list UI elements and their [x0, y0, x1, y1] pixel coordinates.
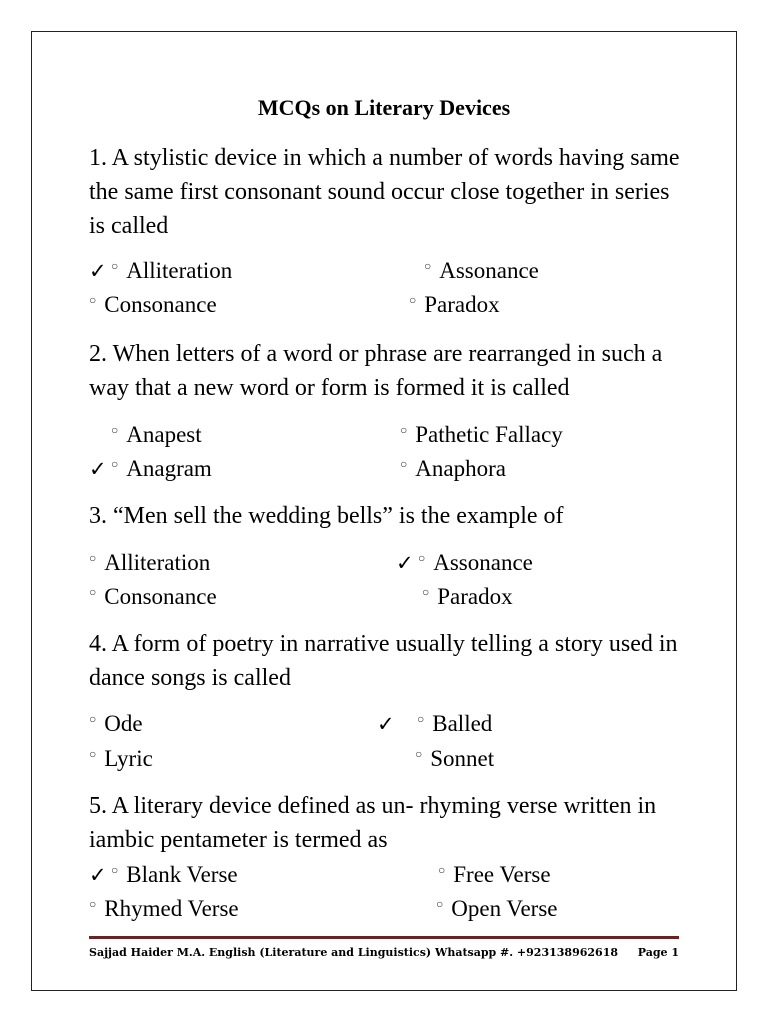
radio-icon[interactable]: ○	[409, 293, 417, 307]
question-1: 1. A stylistic device in which a number of words having same the same first consonant sound occur close together in series is called	[89, 145, 680, 239]
option-label: Paradox	[437, 584, 513, 609]
radio-icon[interactable]: ○	[111, 259, 119, 273]
radio-icon[interactable]: ○	[417, 712, 425, 726]
option-q4-c[interactable]	[89, 744, 153, 774]
radio-icon[interactable]: ○	[400, 423, 408, 437]
question-5: 5. A literary device defined as un- rhyming verse written in iambic pentameter is termed as	[89, 793, 657, 853]
check-mark-icon: ✓	[89, 457, 107, 481]
option-q5-c[interactable]	[89, 894, 239, 924]
option-q1-a[interactable]	[89, 256, 232, 286]
radio-icon[interactable]: ○	[89, 897, 97, 911]
option-label: Balled	[432, 711, 493, 736]
option-q4-b[interactable]	[377, 709, 492, 739]
footer-author-text: Sajjad Haider M.A. English (Literature and Linguistics) Whatsapp #. +923138962618	[89, 946, 618, 959]
option-q4-d[interactable]	[415, 744, 494, 774]
page-footer	[89, 944, 679, 962]
option-q2-a[interactable]	[111, 420, 202, 450]
radio-icon[interactable]: ○	[89, 551, 97, 565]
option-label: Sonnet	[430, 746, 495, 771]
option-label: Alliteration	[126, 258, 233, 283]
option-q3-c[interactable]	[89, 582, 217, 612]
option-label: Consonance	[104, 584, 217, 609]
check-mark-icon: ✓	[396, 551, 414, 575]
option-label: Open Verse	[451, 896, 558, 921]
option-label: Pathetic Fallacy	[415, 422, 563, 447]
radio-icon[interactable]: ○	[89, 712, 97, 726]
radio-icon[interactable]: ○	[400, 457, 408, 471]
option-label: Assonance	[433, 550, 533, 575]
option-label: Ode	[104, 711, 143, 736]
option-label: Blank Verse	[126, 862, 238, 887]
question-3: 3. “Men sell the wedding bells” is the example of	[89, 503, 564, 529]
option-q1-b[interactable]	[424, 256, 539, 286]
radio-icon[interactable]: ○	[89, 747, 97, 761]
option-label: Free Verse	[453, 862, 551, 887]
question-4: 4. A form of poetry in narrative usually telling a story used in dance songs is called	[89, 631, 678, 691]
radio-icon[interactable]: ○	[111, 423, 119, 437]
radio-icon[interactable]: ○	[111, 863, 119, 877]
option-q5-d[interactable]	[436, 894, 558, 924]
radio-icon[interactable]: ○	[111, 457, 119, 471]
radio-icon[interactable]: ○	[89, 585, 97, 599]
option-label: Alliteration	[104, 550, 211, 575]
option-q1-c[interactable]	[89, 290, 217, 320]
radio-icon[interactable]: ○	[422, 585, 430, 599]
question-2: 2. When letters of a word or phrase are rearranged in such a way that a new word or form is formed it is called	[89, 341, 663, 401]
option-q2-b[interactable]	[400, 420, 563, 450]
option-label: Assonance	[439, 258, 539, 283]
option-label: Paradox	[424, 292, 500, 317]
radio-icon[interactable]: ○	[436, 897, 444, 911]
option-label: Anagram	[126, 456, 212, 481]
page-title: MCQs on Literary Devices	[257, 95, 511, 120]
option-label: Consonance	[104, 292, 217, 317]
option-q2-c[interactable]	[89, 454, 212, 484]
option-q1-d[interactable]	[409, 290, 500, 320]
option-q3-b[interactable]	[396, 548, 533, 578]
option-q5-b[interactable]	[438, 860, 551, 890]
option-q3-a[interactable]	[89, 548, 210, 578]
option-q5-a[interactable]	[89, 860, 238, 890]
footer-divider	[89, 936, 679, 939]
radio-icon[interactable]: ○	[418, 551, 426, 565]
radio-icon[interactable]: ○	[424, 259, 432, 273]
check-mark-icon: ✓	[377, 712, 395, 736]
option-label: Lyric	[104, 746, 153, 771]
radio-icon[interactable]: ○	[438, 863, 446, 877]
option-q4-a[interactable]	[89, 709, 143, 739]
radio-icon[interactable]: ○	[89, 293, 97, 307]
check-mark-icon: ✓	[89, 863, 107, 887]
option-label: Anapest	[126, 422, 202, 447]
option-q2-d[interactable]	[400, 454, 506, 484]
option-q3-d[interactable]	[422, 582, 513, 612]
option-label: Rhymed Verse	[104, 896, 239, 921]
radio-icon[interactable]: ○	[415, 747, 423, 761]
check-mark-icon: ✓	[89, 259, 107, 283]
option-label: Anaphora	[415, 456, 506, 481]
page-number: Page 1	[637, 946, 679, 959]
